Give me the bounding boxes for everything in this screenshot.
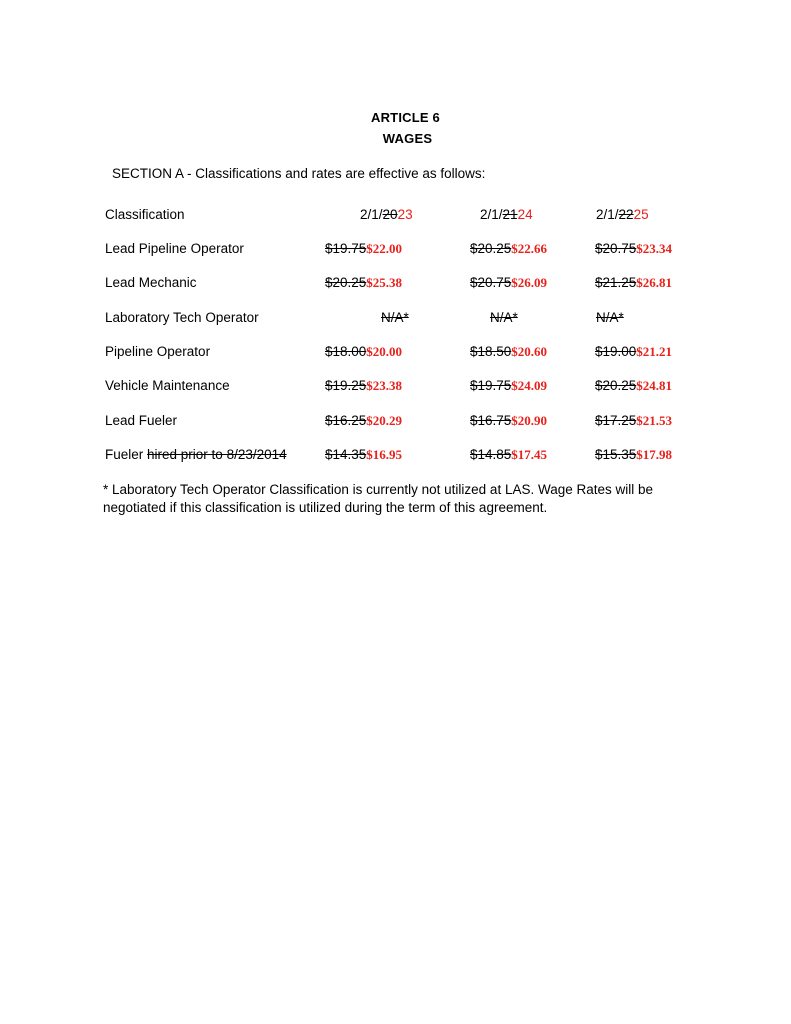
section-intro: SECTION A - Classifications and rates are effective as follows: [112, 166, 486, 181]
classification-name: Lead Fueler [105, 413, 178, 428]
column-header-date-2: 2/1/2124 [480, 207, 533, 222]
rate-cell: $18.00$20.00 [325, 344, 403, 359]
rate-cell: $20.25$24.81 [595, 378, 673, 393]
rate-cell: $20.25$22.66 [470, 241, 548, 256]
rate-cell: $14.35$16.95 [325, 447, 403, 462]
table-row [0, 344, 791, 364]
rate-cell: $15.35$17.98 [595, 447, 673, 462]
rate-cell: $20.75$26.09 [470, 275, 548, 290]
column-header-date-1: 2/1/2023 [360, 207, 413, 222]
classification-name: Lead Mechanic [105, 275, 197, 290]
classification-name: Pipeline Operator [105, 344, 211, 359]
table-row [0, 310, 791, 330]
struck-qualifier: hired prior to 8/23/2014 [147, 447, 287, 462]
rate-cell: $16.75$20.90 [470, 413, 548, 428]
table-header-row [0, 207, 791, 227]
table-row [0, 378, 791, 398]
rate-cell-na: N/A* [490, 310, 518, 325]
rate-cell-na: N/A* [381, 310, 409, 325]
classification-name: Lead Pipeline Operator [105, 241, 244, 256]
table-row [0, 447, 791, 467]
article-heading: ARTICLE 6 [371, 110, 440, 125]
rate-cell: $19.25$23.38 [325, 378, 403, 393]
rate-cell: $16.25$20.29 [325, 413, 403, 428]
rate-cell: $19.75$22.00 [325, 241, 403, 256]
table-row [0, 275, 791, 295]
rate-cell: $20.75$23.34 [595, 241, 673, 256]
table-row [0, 413, 791, 433]
rate-cell: $18.50$20.60 [470, 344, 548, 359]
rate-cell: $19.75$24.09 [470, 378, 548, 393]
column-header-date-3: 2/1/2225 [596, 207, 649, 222]
footnote: * Laboratory Tech Operator Classification is currently not utilized at LAS. Wage Rates will be negotiated if this classification is utilized during the term of this agreement. [103, 482, 654, 515]
table-row [0, 241, 791, 261]
rate-cell: $17.25$21.53 [595, 413, 673, 428]
article-title: WAGES [382, 131, 433, 146]
rate-cell: $19.00$21.21 [595, 344, 673, 359]
classification-name: Vehicle Maintenance [105, 378, 230, 393]
classification-name: Fueler hired prior to 8/23/2014 [105, 447, 287, 462]
classification-name: Laboratory Tech Operator [105, 310, 259, 325]
rate-cell: $20.25$25.38 [325, 275, 403, 290]
column-header-classification: Classification [105, 207, 185, 222]
rate-cell: $21.25$26.81 [595, 275, 673, 290]
rate-cell: $14.85$17.45 [470, 447, 548, 462]
rate-cell-na: N/A* [596, 310, 624, 325]
